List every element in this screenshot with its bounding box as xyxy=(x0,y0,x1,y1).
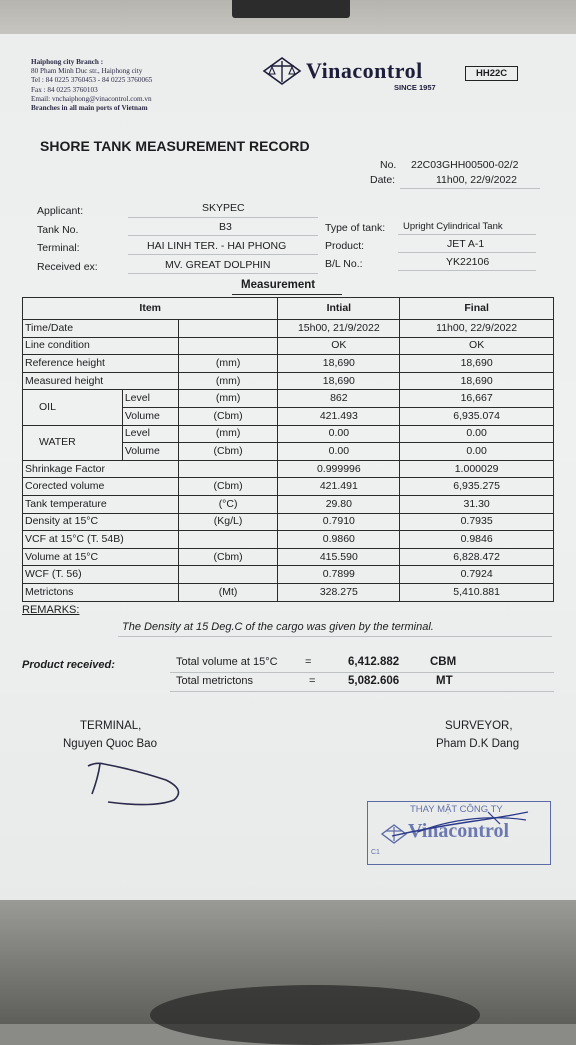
total-mt-unit: MT xyxy=(436,675,453,687)
tank-label: Tank No. xyxy=(37,224,79,236)
row-label: Corected volume xyxy=(23,478,179,496)
branch-contact xyxy=(31,58,152,113)
row-initial: 15h00, 21/9/2022 xyxy=(278,320,400,338)
branch-tel: Tel : 84 0225 3760453 - 84 0225 3760065 xyxy=(31,76,153,85)
row-label: Level xyxy=(122,425,178,443)
total-volume-equals: = xyxy=(305,656,312,668)
branch-title: Haiphong city Branch : xyxy=(31,58,104,66)
row-unit: (°C) xyxy=(178,495,278,513)
row-unit: (Cbm) xyxy=(178,443,278,461)
row-final: OK xyxy=(400,337,554,355)
received-label: Received ex: xyxy=(37,261,98,273)
surveyor-title: SURVEYOR, xyxy=(445,720,513,732)
total-mt-label: Total metrictons xyxy=(176,675,254,687)
surveyor-signature xyxy=(388,808,538,840)
total-volume-label: Total volume at 15°C xyxy=(176,656,278,668)
oil-group-label: OIL xyxy=(23,390,123,425)
table-row xyxy=(23,548,554,566)
stamp-mark: C1 xyxy=(371,849,380,856)
row-initial: 0.00 xyxy=(278,443,400,461)
water-group-label: WATER xyxy=(23,425,123,460)
total-volume-value: 6,412.882 xyxy=(348,656,400,668)
row-initial: 421.491 xyxy=(278,478,400,496)
total-volume-unit: CBM xyxy=(430,656,457,668)
tank-type-value: Upright Cylindrical Tank xyxy=(403,221,503,232)
branch-email: Email: vnchaiphong@vinacontrol.com.vn xyxy=(31,94,152,103)
product-underline xyxy=(398,252,536,253)
row-initial: 0.7899 xyxy=(278,566,400,584)
row-unit xyxy=(178,337,278,355)
row-unit: (Cbm) xyxy=(178,478,278,496)
surveyor-name: Pham D.K Dang xyxy=(436,738,520,750)
branch-fax: Fax : 84 0225 3760103 xyxy=(31,85,98,94)
measurement-heading: Measurement xyxy=(241,279,316,291)
company-stamp xyxy=(367,801,551,865)
record-date-value: 11h00, 22/9/2022 xyxy=(436,174,517,186)
row-final: 18,690 xyxy=(400,372,554,390)
bl-underline xyxy=(398,270,536,271)
total-volume-underline xyxy=(170,672,554,673)
product-received-label: Product received: xyxy=(22,659,115,671)
row-final: 6,935.275 xyxy=(400,478,554,496)
row-label: VCF at 15°C (T. 54B) xyxy=(23,531,179,549)
remarks-text: The Density at 15 Deg.C of the cargo was given by the terminal. xyxy=(122,621,434,633)
row-unit xyxy=(178,320,278,338)
row-unit: (mm) xyxy=(178,425,278,443)
row-initial: 415.590 xyxy=(278,548,400,566)
tank-underline xyxy=(128,235,318,236)
applicant-label: Applicant: xyxy=(37,205,84,217)
row-final: 0.00 xyxy=(400,443,554,461)
row-initial: 421.493 xyxy=(278,407,400,425)
tank-type-underline xyxy=(398,234,536,235)
product-label: Product: xyxy=(325,240,365,252)
terminal-name: Nguyen Quoc Bao xyxy=(63,738,157,750)
terminal-signature xyxy=(86,756,186,808)
since-text: SINCE 1957 xyxy=(394,83,436,92)
row-initial: 29.80 xyxy=(278,495,400,513)
header-item: Item xyxy=(23,298,278,320)
row-label: Volume xyxy=(122,407,178,425)
header-initial: Intial xyxy=(278,298,400,320)
vinacontrol-logo-icon xyxy=(262,56,302,86)
row-final: 6,935.074 xyxy=(400,407,554,425)
row-unit: (Mt) xyxy=(178,583,278,601)
row-unit xyxy=(178,566,278,584)
row-label: Density at 15°C xyxy=(23,513,179,531)
row-initial: 0.9860 xyxy=(278,531,400,549)
total-mt-underline xyxy=(170,691,554,692)
record-date-label: Date: xyxy=(370,174,396,186)
received-value: MV. GREAT DOLPHIN xyxy=(165,259,271,271)
logo-text: Vinacontrol xyxy=(306,58,423,83)
form-code: HH22C xyxy=(465,66,518,81)
row-final: 18,690 xyxy=(400,355,554,373)
row-unit xyxy=(178,531,278,549)
record-no-value: 22C03GHH00500-02/2 xyxy=(411,159,519,171)
row-label: Metrictons xyxy=(23,583,179,601)
table-row xyxy=(23,372,554,390)
record-no-label: No. xyxy=(380,159,397,171)
tank-value: B3 xyxy=(219,221,232,233)
total-mt-equals: = xyxy=(309,675,316,687)
applicant-underline xyxy=(128,217,318,218)
row-label: Volume at 15°C xyxy=(23,548,179,566)
row-final: 6,828.472 xyxy=(400,548,554,566)
row-initial: 0.00 xyxy=(278,425,400,443)
table-row xyxy=(23,355,554,373)
measurement-table xyxy=(22,297,554,602)
remarks-label: REMARKS: xyxy=(22,604,80,616)
table-row xyxy=(23,531,554,549)
row-unit: (mm) xyxy=(178,355,278,373)
table-row xyxy=(23,460,554,478)
stamp-logo-text: Vinacontrol xyxy=(408,820,510,842)
background-shadow xyxy=(150,985,480,1045)
table-row xyxy=(23,337,554,355)
row-label: Time/Date xyxy=(23,320,179,338)
table-row xyxy=(23,425,554,443)
total-mt-value: 5,082.606 xyxy=(348,675,400,687)
row-final: 16,667 xyxy=(400,390,554,408)
table-header-row xyxy=(23,298,554,320)
row-label: Measured height xyxy=(23,372,179,390)
row-initial: 18,690 xyxy=(278,372,400,390)
row-initial: 328.275 xyxy=(278,583,400,601)
background-device xyxy=(232,0,350,18)
table-row xyxy=(23,583,554,601)
row-label: WCF (T. 56) xyxy=(23,566,179,584)
stamp-text: THAY MẶT CÔNG TY xyxy=(410,804,503,815)
received-underline xyxy=(128,273,318,274)
table-row xyxy=(23,495,554,513)
row-label: Reference height xyxy=(23,355,179,373)
bl-value: YK22106 xyxy=(446,256,490,268)
row-final: 1.000029 xyxy=(400,460,554,478)
date-underline xyxy=(400,188,540,189)
row-label: Tank temperature xyxy=(23,495,179,513)
branch-address: 80 Pham Minh Duc str., Haiphong city xyxy=(31,67,143,76)
tank-type-label: Type of tank: xyxy=(325,222,386,234)
row-initial: 0.7910 xyxy=(278,513,400,531)
applicant-value: SKYPEC xyxy=(202,202,245,214)
row-unit: (Kg/L) xyxy=(178,513,278,531)
row-unit: (Cbm) xyxy=(178,548,278,566)
row-initial: 862 xyxy=(278,390,400,408)
row-final: 5,410.881 xyxy=(400,583,554,601)
row-label: Line condition xyxy=(23,337,179,355)
row-final: 11h00, 22/9/2022 xyxy=(400,320,554,338)
product-value: JET A-1 xyxy=(447,238,485,250)
header-final: Final xyxy=(400,298,554,320)
table-row xyxy=(23,513,554,531)
measurement-heading-underline xyxy=(232,294,342,295)
row-label: Volume xyxy=(122,443,178,461)
document-page xyxy=(0,34,576,934)
row-final: 0.9846 xyxy=(400,531,554,549)
row-final: 0.00 xyxy=(400,425,554,443)
terminal-value: HAI LINH TER. - HAI PHONG xyxy=(147,240,287,252)
remarks-underline xyxy=(118,636,552,637)
row-final: 31.30 xyxy=(400,495,554,513)
terminal-label: Terminal: xyxy=(37,242,80,254)
row-initial: 18,690 xyxy=(278,355,400,373)
terminal-underline xyxy=(128,254,318,255)
row-unit: (mm) xyxy=(178,390,278,408)
table-row xyxy=(23,320,554,338)
row-initial: OK xyxy=(278,337,400,355)
bl-label: B/L No.: xyxy=(325,258,363,270)
table-row xyxy=(23,478,554,496)
row-label: Shrinkage Factor xyxy=(23,460,179,478)
row-unit xyxy=(178,460,278,478)
row-label: Level xyxy=(122,390,178,408)
table-row xyxy=(23,390,554,408)
row-initial: 0.999996 xyxy=(278,460,400,478)
row-unit: (Cbm) xyxy=(178,407,278,425)
terminal-title: TERMINAL, xyxy=(80,720,142,732)
row-final: 0.7935 xyxy=(400,513,554,531)
branches-note: Branches in all main ports of Vietnam xyxy=(31,104,148,113)
document-title: SHORE TANK MEASUREMENT RECORD xyxy=(40,138,310,154)
table-row xyxy=(23,566,554,584)
row-unit: (mm) xyxy=(178,372,278,390)
row-final: 0.7924 xyxy=(400,566,554,584)
